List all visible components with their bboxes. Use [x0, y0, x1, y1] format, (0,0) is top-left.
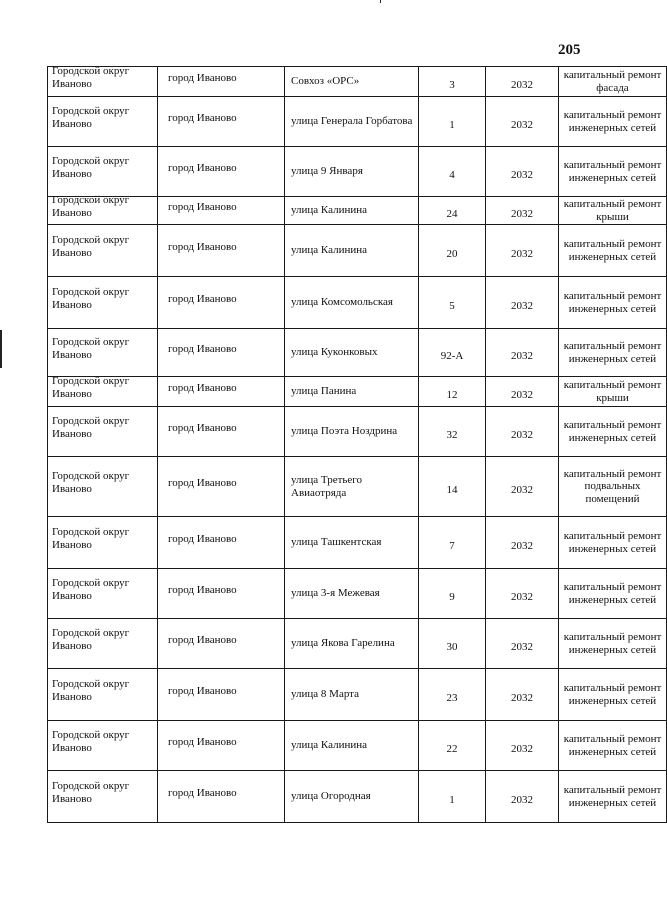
city-cell: город Иваново [158, 569, 285, 619]
okrug-cell: Городской округ Иваново [48, 669, 158, 721]
house-cell: 1 [419, 771, 486, 823]
street-cell: улица Ташкентская [285, 517, 419, 569]
house-cell: 23 [419, 669, 486, 721]
street-cell: улица Огородная [285, 771, 419, 823]
house-cell: 7 [419, 517, 486, 569]
table-row [48, 277, 667, 329]
work-type-cell: капитальный ремонт инженерных сетей [559, 147, 667, 197]
house-cell: 12 [419, 377, 486, 407]
registry-table-body [48, 67, 667, 823]
year-cell: 2032 [486, 407, 559, 457]
page-number: 205 [558, 42, 581, 58]
house-cell: 9 [419, 569, 486, 619]
year-cell: 2032 [486, 329, 559, 377]
city-cell: город Иваново [158, 407, 285, 457]
year-cell: 2032 [486, 619, 559, 669]
work-type-cell: капитальный ремонт инженерных сетей [559, 97, 667, 147]
table-row [48, 225, 667, 277]
table-row [48, 721, 667, 771]
street-cell: улица Третьего Авиаотряда [285, 457, 419, 517]
city-cell: город Иваново [158, 197, 285, 225]
year-cell: 2032 [486, 67, 559, 97]
city-cell: город Иваново [158, 329, 285, 377]
table-row [48, 377, 667, 407]
city-cell: город Иваново [158, 721, 285, 771]
table-row [48, 407, 667, 457]
house-cell: 92-А [419, 329, 486, 377]
year-cell: 2032 [486, 225, 559, 277]
okrug-cell: Городской округ Иваново [48, 457, 158, 517]
work-type-cell: капитальный ремонт инженерных сетей [559, 721, 667, 771]
year-cell: 2032 [486, 721, 559, 771]
work-type-cell: капитальный ремонт фасада [559, 67, 667, 97]
city-cell: город Иваново [158, 669, 285, 721]
house-cell: 22 [419, 721, 486, 771]
okrug-cell: Городской округ Иваново [48, 771, 158, 823]
okrug-cell: Городской округ Иваново [48, 329, 158, 377]
okrug-cell: Городской округ Иваново [48, 277, 158, 329]
scan-artifact-top [380, 0, 381, 3]
city-cell: город Иваново [158, 517, 285, 569]
house-cell: 24 [419, 197, 486, 225]
table-row [48, 517, 667, 569]
year-cell: 2032 [486, 377, 559, 407]
city-cell: город Иваново [158, 377, 285, 407]
house-cell: 4 [419, 147, 486, 197]
okrug-cell: Городской округ Иваново [48, 517, 158, 569]
work-type-cell: капитальный ремонт подвальных помещений [559, 457, 667, 517]
work-type-cell: капитальный ремонт инженерных сетей [559, 407, 667, 457]
city-cell: город Иваново [158, 67, 285, 97]
house-cell: 5 [419, 277, 486, 329]
street-cell: улица Калинина [285, 197, 419, 225]
scan-artifact-left [0, 330, 2, 368]
work-type-cell: капитальный ремонт инженерных сетей [559, 771, 667, 823]
okrug-cell: Городской округ Иваново [48, 377, 158, 407]
work-type-cell: капитальный ремонт инженерных сетей [559, 225, 667, 277]
house-cell: 3 [419, 67, 486, 97]
table-row [48, 771, 667, 823]
street-cell: улица Генерала Горбатова [285, 97, 419, 147]
city-cell: город Иваново [158, 147, 285, 197]
city-cell: город Иваново [158, 457, 285, 517]
okrug-cell: Городской округ Иваново [48, 619, 158, 669]
work-type-cell: капитальный ремонт инженерных сетей [559, 277, 667, 329]
table-row [48, 619, 667, 669]
street-cell: улица Куконковых [285, 329, 419, 377]
street-cell: улица Калинина [285, 721, 419, 771]
okrug-cell: Городской округ Иваново [48, 225, 158, 277]
year-cell: 2032 [486, 97, 559, 147]
city-cell: город Иваново [158, 225, 285, 277]
okrug-cell: Городской округ Иваново [48, 721, 158, 771]
street-cell: улица Панина [285, 377, 419, 407]
work-type-cell: капитальный ремонт инженерных сетей [559, 619, 667, 669]
work-type-cell: капитальный ремонт инженерных сетей [559, 569, 667, 619]
street-cell: улица Поэта Ноздрина [285, 407, 419, 457]
year-cell: 2032 [486, 457, 559, 517]
okrug-cell: Городской округ Иваново [48, 407, 158, 457]
work-type-cell: капитальный ремонт инженерных сетей [559, 517, 667, 569]
table-row [48, 97, 667, 147]
street-cell: улица 8 Марта [285, 669, 419, 721]
city-cell: город Иваново [158, 771, 285, 823]
okrug-cell: Городской округ Иваново [48, 67, 158, 97]
work-type-cell: капитальный ремонт инженерных сетей [559, 329, 667, 377]
street-cell: Совхоз «ОРС» [285, 67, 419, 97]
street-cell: улица Комсомольская [285, 277, 419, 329]
city-cell: город Иваново [158, 97, 285, 147]
street-cell: улица Якова Гарелина [285, 619, 419, 669]
work-type-cell: капитальный ремонт инженерных сетей [559, 669, 667, 721]
work-type-cell: капитальный ремонт крыши [559, 197, 667, 225]
year-cell: 2032 [486, 147, 559, 197]
okrug-cell: Городской округ Иваново [48, 147, 158, 197]
year-cell: 2032 [486, 197, 559, 225]
house-cell: 30 [419, 619, 486, 669]
city-cell: город Иваново [158, 277, 285, 329]
registry-table [47, 66, 667, 823]
year-cell: 2032 [486, 277, 559, 329]
okrug-cell: Городской округ Иваново [48, 197, 158, 225]
table-row [48, 197, 667, 225]
house-cell: 20 [419, 225, 486, 277]
table-row [48, 669, 667, 721]
house-cell: 1 [419, 97, 486, 147]
street-cell: улица 3-я Межевая [285, 569, 419, 619]
year-cell: 2032 [486, 569, 559, 619]
table-row [48, 457, 667, 517]
table-row [48, 569, 667, 619]
street-cell: улица 9 Января [285, 147, 419, 197]
city-cell: город Иваново [158, 619, 285, 669]
house-cell: 14 [419, 457, 486, 517]
street-cell: улица Калинина [285, 225, 419, 277]
house-cell: 32 [419, 407, 486, 457]
table-row [48, 147, 667, 197]
year-cell: 2032 [486, 517, 559, 569]
table-row [48, 67, 667, 97]
work-type-cell: капитальный ремонт крыши [559, 377, 667, 407]
okrug-cell: Городской округ Иваново [48, 97, 158, 147]
year-cell: 2032 [486, 771, 559, 823]
table-row [48, 329, 667, 377]
okrug-cell: Городской округ Иваново [48, 569, 158, 619]
year-cell: 2032 [486, 669, 559, 721]
